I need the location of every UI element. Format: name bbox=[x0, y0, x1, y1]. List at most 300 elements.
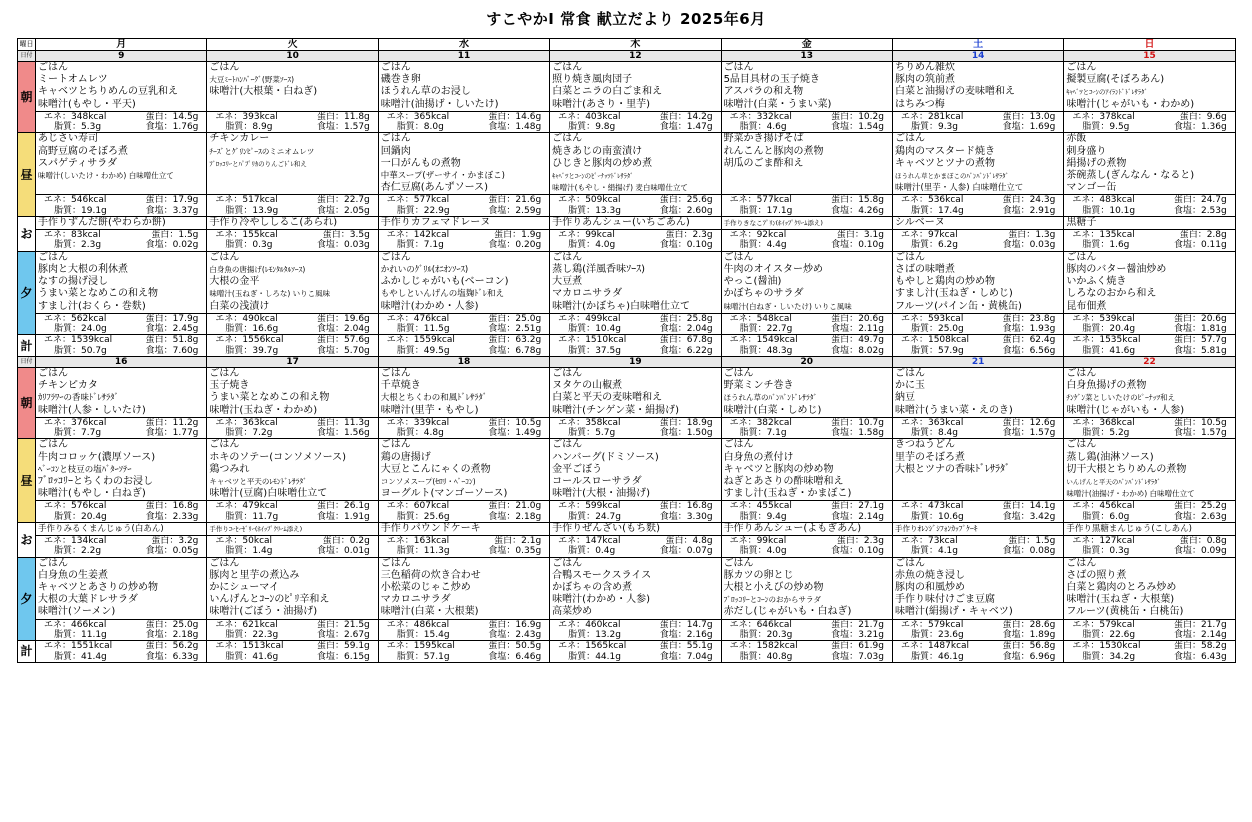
energy-amount: 135kcal bbox=[1099, 230, 1135, 241]
energy-value bbox=[215, 335, 283, 345]
protein-amount: 14.2g bbox=[686, 111, 713, 122]
salt-label: 食塩： bbox=[659, 546, 687, 557]
nutrition-line-1 bbox=[38, 335, 204, 345]
salt-value bbox=[1003, 206, 1056, 216]
breakfast-menu-cell bbox=[550, 367, 721, 417]
protein-label: 蛋白： bbox=[1173, 641, 1201, 652]
protein-value bbox=[1174, 501, 1227, 511]
salt-value bbox=[1174, 512, 1227, 522]
salt-label: 食塩： bbox=[1173, 546, 1201, 557]
energy-value bbox=[901, 112, 963, 122]
protein-label: 蛋白： bbox=[488, 417, 516, 428]
menu-item: ごはん bbox=[209, 251, 240, 263]
fat-label: 脂質： bbox=[54, 324, 82, 335]
salt-label: 食塩： bbox=[317, 122, 345, 133]
nutrition-cell bbox=[1064, 111, 1235, 133]
menu-item: 大根とちくわの和風ﾄﾞﾚｻﾗﾀﾞ bbox=[380, 393, 488, 404]
salt-label: 食塩： bbox=[488, 345, 516, 356]
menu-item: ごはん bbox=[38, 439, 68, 451]
energy-value bbox=[387, 195, 449, 205]
salt-amount: 0.02g bbox=[172, 240, 199, 251]
fat-amount: 15.4g bbox=[423, 630, 450, 641]
nutrition-line-1 bbox=[895, 335, 1061, 345]
nutrition-line-2 bbox=[1066, 546, 1232, 556]
protein-amount: 25.8g bbox=[686, 313, 713, 324]
protein-value bbox=[831, 335, 884, 345]
fat-label: 脂質： bbox=[910, 511, 938, 522]
menu-item: あじさい寿司 bbox=[38, 133, 98, 145]
fat-label: 脂質： bbox=[54, 511, 82, 522]
salt-value bbox=[660, 346, 713, 356]
energy-label: エネ： bbox=[900, 619, 928, 630]
fat-amount: 57.1g bbox=[423, 651, 450, 662]
protein-value bbox=[666, 536, 713, 546]
energy-amount: 403kcal bbox=[585, 111, 621, 122]
fat-amount: 5.2g bbox=[1109, 428, 1130, 439]
nutrition-cell bbox=[721, 536, 892, 558]
energy-label: エネ： bbox=[900, 111, 928, 122]
nutrition-line-1 bbox=[209, 335, 375, 345]
fat-amount: 20.4g bbox=[1109, 324, 1136, 335]
energy-value bbox=[44, 501, 106, 511]
protein-value bbox=[488, 418, 541, 428]
menu-item: ごはん bbox=[1066, 62, 1097, 73]
nutrition-line-1 bbox=[38, 112, 204, 122]
weekday-thu: 木 bbox=[550, 39, 721, 51]
energy-label: エネ： bbox=[215, 230, 243, 241]
fat-label: 脂質： bbox=[910, 324, 938, 335]
salt-amount: 0.03g bbox=[344, 240, 370, 251]
menu-item: キャベツとちりめんの豆乳和え bbox=[38, 86, 178, 98]
protein-label: 蛋白： bbox=[317, 335, 345, 346]
salt-value bbox=[831, 512, 884, 522]
salt-label: 食塩： bbox=[317, 240, 345, 251]
protein-value bbox=[488, 641, 541, 651]
nutrition-cell bbox=[378, 195, 549, 217]
salt-amount: 3.30g bbox=[686, 511, 713, 522]
energy-value bbox=[215, 641, 283, 651]
salt-amount: 2.45g bbox=[172, 324, 199, 335]
energy-label: エネ： bbox=[386, 641, 414, 652]
menu-item: 野菜ミンチ巻き bbox=[723, 380, 794, 392]
fat-label: 脂質： bbox=[568, 428, 596, 439]
fat-amount: 8.9g bbox=[252, 122, 273, 133]
energy-value bbox=[901, 418, 963, 428]
protein-value bbox=[1180, 112, 1227, 122]
menu-item: 赤飯 bbox=[1066, 133, 1087, 145]
fat-label: 脂質： bbox=[1082, 324, 1110, 335]
protein-label: 蛋白： bbox=[659, 501, 687, 512]
protein-amount: 25.2g bbox=[1200, 501, 1227, 512]
protein-value bbox=[660, 314, 713, 324]
menu-item: ごはん bbox=[723, 62, 754, 73]
energy-value bbox=[387, 641, 455, 651]
dinner-menu-cell bbox=[207, 251, 378, 313]
fat-label: 脂質： bbox=[1082, 511, 1110, 522]
protein-amount: 1.3g bbox=[1035, 230, 1056, 241]
menu-item: 豚カツの卵とじ bbox=[723, 569, 794, 581]
fat-value bbox=[911, 206, 964, 216]
fat-label: 脂質： bbox=[568, 546, 596, 557]
menu-item: 味噌汁(大根・油揚げ) bbox=[552, 488, 650, 500]
menu-item: ごはん bbox=[552, 557, 583, 569]
energy-label: エネ： bbox=[215, 335, 243, 346]
fat-amount: 1.4g bbox=[252, 546, 273, 557]
dinner-label: 夕 bbox=[18, 251, 36, 335]
salt-value bbox=[831, 206, 884, 216]
protein-value bbox=[660, 112, 713, 122]
weekday-tue: 火 bbox=[207, 39, 378, 51]
protein-amount: 2.3g bbox=[692, 230, 713, 241]
energy-label: エネ： bbox=[900, 195, 928, 206]
energy-amount: 155kcal bbox=[242, 230, 278, 241]
energy-value bbox=[1072, 536, 1134, 546]
salt-amount: 0.07g bbox=[686, 546, 713, 557]
menu-item: 味噌汁(もやし・平天) bbox=[38, 98, 136, 110]
fat-amount: 34.2g bbox=[1109, 651, 1136, 662]
energy-label: エネ： bbox=[729, 313, 757, 324]
menu-item: 味噌汁(うまい菜・えのき) bbox=[894, 404, 1013, 416]
protein-amount: 19.6g bbox=[344, 313, 370, 324]
snack-menu-cell bbox=[892, 522, 1063, 535]
fat-value bbox=[568, 206, 621, 216]
protein-value bbox=[488, 620, 541, 630]
nutrition-cell bbox=[207, 417, 378, 439]
fat-value bbox=[740, 122, 787, 132]
energy-amount: 1565kcal bbox=[585, 641, 627, 652]
protein-value bbox=[317, 195, 370, 205]
menu-item: 手作りｺｰﾋｰｾﾞﾘｰ(ﾎｲｯﾌﾟｸﾘｰﾑ添え) bbox=[209, 524, 303, 533]
nutrition-cell bbox=[892, 111, 1063, 133]
nutrition-cell bbox=[1064, 195, 1235, 217]
fat-amount: 5.3g bbox=[81, 122, 102, 133]
nutrition-line-1 bbox=[1066, 195, 1232, 205]
protein-value bbox=[146, 418, 199, 428]
dinner-menu-cell bbox=[378, 251, 549, 313]
protein-value bbox=[146, 620, 199, 630]
energy-amount: 1539kcal bbox=[71, 335, 113, 346]
menu-item: 磯巻き卵 bbox=[380, 74, 421, 86]
protein-value bbox=[494, 230, 541, 240]
menu-item: ごはん bbox=[723, 251, 754, 263]
fat-amount: 5.7g bbox=[595, 428, 616, 439]
nutrition-cell bbox=[378, 111, 549, 133]
salt-amount: 8.02g bbox=[858, 345, 884, 356]
salt-label: 食塩： bbox=[1173, 122, 1201, 133]
menu-item: ごはん bbox=[894, 557, 925, 569]
protein-amount: 20.6g bbox=[1200, 313, 1227, 324]
protein-label: 蛋白： bbox=[1173, 195, 1201, 206]
fat-value bbox=[54, 346, 107, 356]
dinner-nutrition-row bbox=[18, 619, 1236, 641]
menu-item: ヌタケの山椒煮 bbox=[552, 380, 623, 392]
menu-item: ごはん bbox=[380, 367, 411, 379]
salt-label: 食塩： bbox=[1002, 630, 1030, 641]
nutrition-line-2 bbox=[552, 206, 718, 216]
protein-amount: 12.6g bbox=[1029, 417, 1056, 428]
protein-value bbox=[831, 641, 884, 651]
salt-label: 食塩： bbox=[488, 428, 516, 439]
menu-item: 白菜とニラの白ごま和え bbox=[552, 86, 663, 98]
menu-item: ﾁﾝｹﾞﾝ菜としいたけのﾋﾟｰﾅｯﾂ和え bbox=[1066, 393, 1176, 403]
protein-value bbox=[831, 112, 884, 122]
nutrition-line-1 bbox=[1066, 620, 1232, 630]
fat-value bbox=[568, 324, 621, 334]
menu-item: ごはん bbox=[552, 62, 583, 73]
menu-item: すまし汁(玉ねぎ・しめじ) bbox=[894, 288, 1013, 300]
salt-value bbox=[488, 346, 541, 356]
nutrition-line-2 bbox=[1066, 630, 1232, 640]
salt-label: 食塩： bbox=[1173, 428, 1201, 439]
energy-value bbox=[1072, 620, 1134, 630]
dinner-menu-row bbox=[18, 557, 1236, 619]
menu-item: ごはん bbox=[38, 62, 68, 73]
dinner-menu-cell bbox=[36, 251, 207, 313]
fat-value bbox=[740, 240, 787, 250]
salt-label: 食塩： bbox=[831, 651, 859, 662]
nutrition-cell bbox=[207, 111, 378, 133]
snack-label: お bbox=[18, 522, 36, 557]
protein-amount: 14.7g bbox=[686, 619, 713, 630]
nutrition-line-2 bbox=[1066, 512, 1232, 522]
nutrition-line-1 bbox=[895, 641, 1061, 651]
menu-item: ちりめん雑炊 bbox=[894, 62, 955, 73]
nutrition-line-1 bbox=[209, 418, 375, 428]
protein-label: 蛋白： bbox=[488, 313, 516, 324]
salt-label: 食塩： bbox=[1002, 428, 1030, 439]
salt-value bbox=[317, 346, 370, 356]
fat-label: 脂質： bbox=[739, 511, 767, 522]
menu-item: ほうれん草のお浸し bbox=[380, 86, 471, 98]
salt-value bbox=[317, 546, 370, 556]
nutrition-cell bbox=[892, 195, 1063, 217]
energy-amount: 483kcal bbox=[1099, 195, 1135, 206]
protein-value bbox=[146, 195, 199, 205]
protein-value bbox=[317, 112, 370, 122]
fat-label: 脂質： bbox=[396, 511, 424, 522]
nutrition-cell bbox=[892, 536, 1063, 558]
energy-value bbox=[901, 620, 963, 630]
nutrition-line-1 bbox=[38, 620, 204, 630]
fat-amount: 7.2g bbox=[252, 428, 273, 439]
energy-amount: 579kcal bbox=[927, 619, 964, 630]
lunch-menu-cell bbox=[378, 133, 549, 195]
salt-value bbox=[1174, 240, 1227, 250]
salt-value bbox=[1003, 512, 1056, 522]
energy-amount: 382kcal bbox=[756, 417, 792, 428]
protein-label: 蛋白： bbox=[659, 195, 687, 206]
lunch-menu-row bbox=[18, 439, 1236, 501]
fat-value bbox=[568, 652, 621, 662]
lunch-menu-cell bbox=[721, 133, 892, 195]
menu-item: コンソメスープ(ｾﾛﾘ・ﾍﾞｰｺﾝ) bbox=[380, 476, 476, 486]
dinner-menu-cell bbox=[892, 251, 1063, 313]
fat-value bbox=[1082, 324, 1135, 334]
protein-label: 蛋白： bbox=[665, 536, 693, 547]
protein-value bbox=[488, 501, 541, 511]
menu-item: ごはん bbox=[1066, 251, 1097, 263]
energy-value bbox=[215, 112, 277, 122]
nutrition-line-2 bbox=[209, 346, 375, 356]
menu-item: 茶碗蒸し(ぎんなん・なると) bbox=[1066, 169, 1195, 181]
fat-label: 脂質： bbox=[910, 240, 938, 251]
salt-amount: 0.05g bbox=[172, 546, 199, 557]
menu-item: ごはん bbox=[552, 367, 583, 379]
nutrition-line-2 bbox=[895, 512, 1061, 522]
menu-item: 味噌汁(白菜・大根葉) bbox=[380, 606, 479, 618]
protein-value bbox=[660, 641, 713, 651]
menu-item: ごはん bbox=[723, 367, 754, 379]
menu-item: かぼちゃの含め煮 bbox=[552, 582, 633, 594]
fat-amount: 49.5g bbox=[423, 345, 450, 356]
lunch-menu-cell bbox=[207, 439, 378, 501]
breakfast-menu-row bbox=[18, 367, 1236, 417]
fat-amount: 7.1g bbox=[766, 428, 787, 439]
menu-item: しろなのおから和え bbox=[1066, 288, 1157, 300]
fat-label: 脂質： bbox=[54, 122, 82, 133]
salt-value bbox=[146, 546, 199, 556]
salt-value bbox=[146, 240, 199, 250]
protein-amount: 11.8g bbox=[344, 111, 370, 122]
nutrition-line-2 bbox=[209, 324, 375, 334]
energy-amount: 376kcal bbox=[71, 417, 107, 428]
salt-amount: 1.57g bbox=[1200, 428, 1227, 439]
date-cell: 17 bbox=[207, 356, 378, 367]
protein-label: 蛋白： bbox=[322, 536, 350, 547]
nutrition-line-1 bbox=[38, 314, 204, 324]
salt-label: 食塩： bbox=[831, 240, 859, 251]
protein-label: 蛋白： bbox=[831, 501, 859, 512]
menu-item: 蒸し鶏(油淋ソース) bbox=[1066, 451, 1154, 463]
salt-label: 食塩： bbox=[1002, 511, 1030, 522]
fat-label: 脂質： bbox=[396, 428, 424, 439]
salt-value bbox=[146, 652, 199, 662]
menu-item: ごはん bbox=[380, 133, 411, 145]
fat-label: 脂質： bbox=[225, 345, 253, 356]
energy-value bbox=[44, 620, 106, 630]
energy-value bbox=[1072, 501, 1134, 511]
fat-amount: 48.3g bbox=[766, 345, 793, 356]
nutrition-line-2 bbox=[381, 630, 547, 640]
fat-amount: 22.6g bbox=[1109, 630, 1136, 641]
snack-menu-cell bbox=[550, 216, 721, 229]
protein-amount: 55.1g bbox=[686, 641, 713, 652]
fat-value bbox=[911, 630, 964, 640]
fat-value bbox=[54, 652, 107, 662]
nutrition-cell bbox=[36, 641, 207, 663]
salt-value bbox=[1003, 324, 1056, 334]
salt-amount: 0.20g bbox=[515, 240, 542, 251]
salt-value bbox=[317, 122, 370, 132]
fat-label: 脂質： bbox=[1082, 651, 1110, 662]
salt-amount: 1.77g bbox=[172, 428, 199, 439]
protein-label: 蛋白： bbox=[831, 335, 859, 346]
menu-item: 手作りぜんざい(もち麩) bbox=[552, 522, 660, 534]
energy-value bbox=[558, 335, 626, 345]
protein-value bbox=[831, 501, 884, 511]
protein-amount: 26.1g bbox=[344, 501, 370, 512]
date-cell: 9 bbox=[36, 51, 207, 62]
menu-item: なすの揚げ浸し bbox=[38, 276, 108, 288]
energy-label: エネ： bbox=[44, 501, 72, 512]
protein-label: 蛋白： bbox=[1179, 111, 1207, 122]
salt-amount: 1.56g bbox=[344, 428, 370, 439]
fat-value bbox=[225, 652, 278, 662]
nutrition-cell bbox=[36, 536, 207, 558]
protein-amount: 25.6g bbox=[686, 195, 713, 206]
salt-label: 食塩： bbox=[488, 511, 516, 522]
energy-value bbox=[1072, 641, 1140, 651]
protein-amount: 2.3g bbox=[863, 536, 884, 547]
nutrition-line-2 bbox=[381, 122, 547, 132]
dinner-label: 夕 bbox=[18, 557, 36, 641]
menu-item: チキンカレー bbox=[209, 133, 270, 145]
snack-menu-cell bbox=[36, 522, 207, 535]
menu-item: 千草焼き bbox=[380, 380, 421, 392]
protein-value bbox=[146, 335, 199, 345]
salt-value bbox=[317, 324, 370, 334]
menu-item: 大根の大葉ドレサラダ bbox=[38, 594, 138, 606]
nutrition-cell bbox=[892, 641, 1063, 663]
energy-label: エネ： bbox=[215, 619, 243, 630]
nutrition-line-2 bbox=[209, 652, 375, 662]
energy-amount: 577kcal bbox=[756, 195, 792, 206]
protein-label: 蛋白： bbox=[1002, 313, 1030, 324]
salt-value bbox=[831, 324, 884, 334]
protein-amount: 25.0g bbox=[515, 313, 542, 324]
protein-label: 蛋白： bbox=[488, 501, 516, 512]
nutrition-line-2 bbox=[38, 428, 204, 438]
fat-label: 脂質： bbox=[1082, 122, 1110, 133]
energy-amount: 479kcal bbox=[242, 501, 278, 512]
menu-item: ハンバーグ(ドミソース) bbox=[552, 451, 659, 463]
protein-label: 蛋白： bbox=[1002, 501, 1030, 512]
protein-value bbox=[488, 314, 541, 324]
nutrition-line-2 bbox=[552, 652, 718, 662]
nutrition-line-2 bbox=[381, 324, 547, 334]
nutrition-line-2 bbox=[1066, 122, 1232, 132]
fat-value bbox=[1082, 428, 1129, 438]
nutrition-line-1 bbox=[1066, 641, 1232, 651]
energy-value bbox=[558, 314, 620, 324]
nutrition-cell bbox=[892, 230, 1063, 252]
protein-amount: 57.7g bbox=[1200, 335, 1227, 346]
energy-amount: 486kcal bbox=[413, 619, 450, 630]
energy-value bbox=[44, 418, 106, 428]
energy-value bbox=[730, 112, 792, 122]
protein-amount: 2.8g bbox=[1206, 230, 1227, 241]
energy-label: エネ： bbox=[558, 619, 586, 630]
salt-amount: 3.37g bbox=[172, 205, 199, 216]
nutrition-line-1 bbox=[724, 195, 890, 205]
nutrition-cell bbox=[36, 417, 207, 439]
nutrition-line-2 bbox=[1066, 206, 1232, 216]
protein-value bbox=[831, 620, 884, 630]
fat-amount: 4.4g bbox=[766, 240, 787, 251]
salt-amount: 1.50g bbox=[686, 428, 713, 439]
fat-amount: 11.3g bbox=[423, 546, 450, 557]
menu-item: フルーツ(パイン缶・黄桃缶) bbox=[894, 300, 1022, 312]
fat-label: 脂質： bbox=[396, 240, 424, 251]
protein-value bbox=[1003, 501, 1056, 511]
protein-label: 蛋白： bbox=[145, 335, 173, 346]
energy-amount: 368kcal bbox=[1099, 417, 1135, 428]
protein-amount: 51.8g bbox=[172, 335, 199, 346]
nutrition-cell bbox=[1064, 417, 1235, 439]
energy-label: エネ： bbox=[729, 195, 757, 206]
salt-label: 食塩： bbox=[831, 511, 859, 522]
nutrition-line-2 bbox=[724, 122, 890, 132]
